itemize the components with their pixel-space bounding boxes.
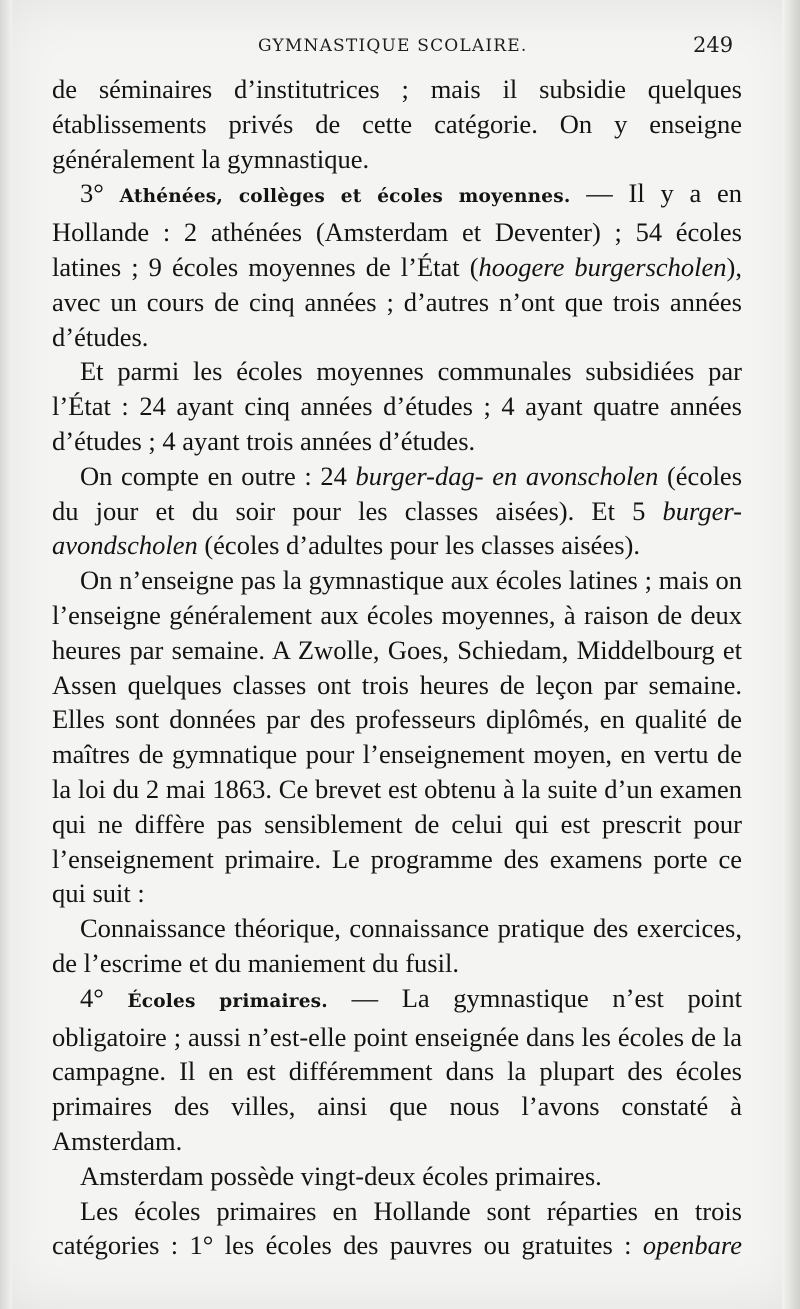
- paragraph-4: [52, 459, 742, 563]
- paragraph-4-text-a: On compte en outre : 24: [80, 460, 356, 491]
- paragraph-8: Amsterdam possède vingt-deux écoles primaires.: [80, 1160, 602, 1191]
- paragraph-2-text-b: ), avec un cours de cinq années ; d’autres n’ont que trois années d’études.: [52, 251, 742, 352]
- paragraph-7-text-a: — La gymnastique n’est point obligatoire ; aussi n’est-elle point enseignée dans les écoles de la campagne. Il en est différemment dans la plupart des écoles primaires des villes, ainsi que nous l’avons constaté à Amsterdam.: [52, 982, 742, 1156]
- paragraph-3: Et parmi les écoles moyennes communales subsidiées par l’État : 24 ayant cinq années d’études ; 4 ayant quatre années d’études ; 4 ayant trois années d’études.: [52, 356, 742, 456]
- page-binding-shadow: [0, 0, 12, 1309]
- paragraph-2-italic-a: hoogere burgerscholen: [478, 251, 727, 282]
- running-title: GYMNASTIQUE SCOLAIRE.: [258, 36, 528, 56]
- paragraph-1: de séminaires d’institutrices ; mais il subsidie quelques établissements privés de cette catégorie. On y enseigne généralement la gymnastique.: [52, 74, 742, 174]
- paragraph-9-text-a: Les écoles primaires en Hollande sont réparties en trois catégories : 1° les écoles des pauvres ou gratuites :: [52, 1195, 742, 1261]
- paragraph-4-text-b: (écoles du jour et du soir pour les classes aisées). Et 5: [52, 460, 743, 526]
- paragraph-9: [52, 1194, 742, 1264]
- paragraph-2-text-a: — Il y a en Hollande : 2 athénées (Amsterdam et Deventer) ; 54 écoles latines ; 9 écoles moyennes de l’État (: [52, 178, 742, 282]
- section-heading-athenees: Athénées, collèges et écoles moyennes.: [119, 186, 571, 208]
- paragraph-6: Connaissance théorique, connaissance pratique des exercices, de l’escrime et du maniement du fusil.: [52, 913, 742, 978]
- section-heading-ecoles-primaires: Écoles primaires.: [127, 990, 328, 1012]
- paragraph-4-italic-b: burger-avondscholen: [52, 495, 742, 561]
- page-number: 249: [693, 33, 734, 57]
- page-edge-shadow: [782, 0, 800, 1309]
- paragraph-2: [52, 176, 742, 354]
- paragraph-9-italic-a: openbare: [642, 1230, 742, 1261]
- paragraph-4-text-c: (écoles d’adultes pour les classes aisées).: [197, 530, 640, 561]
- section-number-4: 4°: [80, 982, 104, 1013]
- section-number-3: 3°: [80, 178, 104, 209]
- paragraph-7: [52, 981, 742, 1159]
- paragraph-4-italic-a: burger-dag- en avonscholen: [355, 460, 659, 491]
- page-body: [52, 72, 742, 1263]
- paragraph-5: On n’enseigne pas la gymnastique aux écoles latines ; mais on l’enseigne généralement aux écoles moyennes, à raison de deux heures par semaine. A Zwolle, Goes, Schiedam, Middelbourg et Assen quelques classes ont trois heures de leçon par semaine. Elles sont données par des professeurs diplômés, en qualité de maîtres de gymnatique pour l’enseignement moyen, en vertu de la loi du 2 mai 1863. Ce brevet est obtenu à la suite d’un examen qui ne diffère pas sensiblement de celui qui est prescrit pour l’enseignement primaire. Le programme des examens porte ce qui suit :: [52, 565, 742, 909]
